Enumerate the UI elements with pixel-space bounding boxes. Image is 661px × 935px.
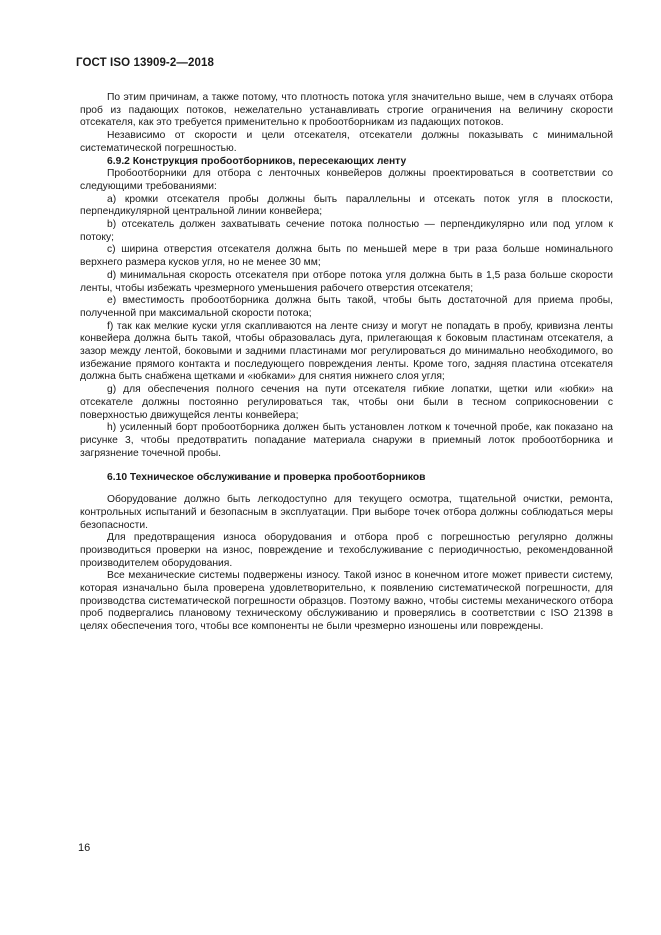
list-item: f) так как мелкие куски угля скапливаются на ленте снизу и могут не попадать в пробу, кривизна ленты конвейера должна быть такой, чтобы образовалась дуга, прилегающая к боковым пластинам отсекателя, а зазор между лентой, боковыми и задними пластинами мог регулироваться до минимально необходимого, во избежание прямого контакта и последующего повреждения ленты. Кроме того, задняя пластина отсекателя должна быть снабжена щетками и «юбками» для снятия нижнего слоя угля; bbox=[80, 320, 613, 383]
page-number: 16 bbox=[78, 842, 91, 854]
list-item: c) ширина отверстия отсекателя должна быть по меньшей мере в три раза больше номинального верхнего размера кусков угля, но не менее 30 мм; bbox=[80, 244, 613, 269]
list-item: d) минимальная скорость отсекателя при отборе потока угля должна быть в 1,5 раза больше скорости ленты, чтобы избежать чрезмерного уменьшения рабочего отверстия отсекателя; bbox=[80, 269, 613, 294]
document-body bbox=[80, 92, 613, 634]
list-item: g) для обеспечения полного сечения на пути отсекателя гибкие лопатки, щетки или «юбки» на отсекателе должны постоянно регулироваться так, чтобы они были в тесном соприкосновении с поверхностью движущейся ленты конвейера; bbox=[80, 384, 613, 421]
list-item: a) кромки отсекателя пробы должны быть параллельны и отсекать поток угля в плоскости, перпендикулярной центральной линии конвейера; bbox=[80, 193, 613, 218]
section-heading-6-9-2: 6.9.2 Конструкция пробоотборников, пересекающих ленту bbox=[107, 155, 407, 167]
paragraph: Для предотвращения износа оборудования и отбора проб с погрешностью регулярно должны производиться проверки на износ, повреждение и техобслуживание с периодичностью, рекомендованной производителем оборудования. bbox=[80, 532, 613, 569]
paragraph: Независимо от скорости и цели отсекателя, отсекатели должны показывать с минимальной систематической погрешностью. bbox=[80, 130, 613, 154]
document-header: ГОСТ ISO 13909-2—2018 bbox=[76, 57, 214, 69]
paragraph: Все механические системы подвержены износу. Такой износ в конечном итоге может привести систему, которая изначально была проверена удовлетворительно, к появлению систематической погрешности, для производства систематической погрешности образцов. Поэтому важно, чтобы системы механического отбора проб подвергались плановому техническому обслуживанию и проверялись в соответствии с ISO 21398 в целях обеспечения того, чтобы все компоненты не были чрезмерно изношены или повреждены. bbox=[80, 570, 613, 633]
paragraph: Оборудование должно быть легкодоступно для текущего осмотра, тщательной очистки, ремонта, контрольных испытаний и безопасным в эксплуатации. При выборе точек отбора должны соблюдаться меры безопасности. bbox=[80, 494, 613, 531]
section-heading-6-10: 6.10 Техническое обслуживание и проверка пробоотборников bbox=[107, 472, 426, 484]
paragraph: По этим причинам, а также потому, что плотность потока угля значительно выше, чем в случаях отбора проб из падающих потоков, нежелательно устанавливать строгие ограничения на величину скорости отсекателя, как это требуется применительно к пробоотборникам из падающих потоков. bbox=[80, 92, 613, 129]
list-item: h) усиленный борт пробоотборника должен быть установлен лотком к точечной пробе, как показано на рисунке 3, чтобы предотвратить попадание материала снаружи в приемный лоток пробоотборника и загрязнение точечной пробы. bbox=[80, 422, 613, 459]
list-item: e) вместимость пробоотборника должна быть такой, чтобы быть достаточной для приема пробы, полученной при максимальной скорости потока; bbox=[80, 295, 613, 319]
paragraph: Пробоотборники для отбора с ленточных конвейеров должны проектироваться в соответствии со следующими требованиями: bbox=[80, 168, 613, 192]
list-item: b) отсекатель должен захватывать сечение потока полностью — перпендикулярно или под углом к потоку; bbox=[80, 219, 613, 243]
